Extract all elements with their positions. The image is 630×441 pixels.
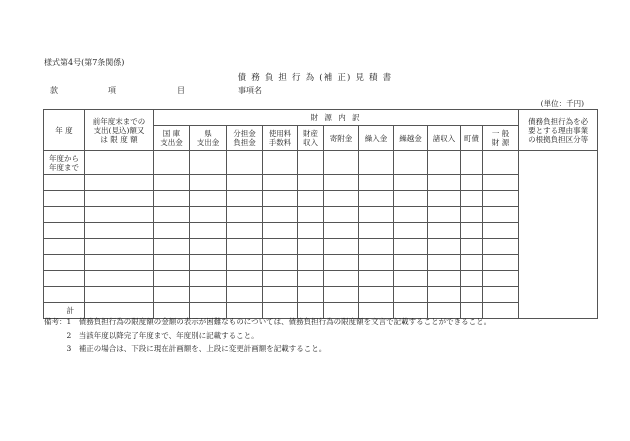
zaigen-col-buntankin: 分担金 負担金 [227, 126, 263, 151]
unit-label: (単位：千円) [540, 99, 584, 108]
limit-line-1: 前年度末までの [92, 116, 146, 126]
table-cell[interactable] [428, 151, 461, 175]
col-year-header: 年 度 [44, 110, 85, 151]
note-2: 2 当該年度以降完了年度まで、年度別に記載すること。 [44, 331, 259, 340]
table-cell[interactable] [190, 151, 227, 175]
zaigen-col-zaisan: 財産 収入 [298, 126, 324, 151]
zaigen-col-kifukin: 寄附金 [324, 126, 359, 151]
table-row [44, 255, 598, 271]
reason-line-3: の根拠負担区分等 [528, 134, 589, 144]
first-row-line-2: 年度まで [49, 162, 79, 172]
table-row [44, 207, 598, 223]
kan-label: 款 [50, 86, 58, 95]
note-3: 3 補正の場合は、下段に現在計画額を、上段に変更計画額を記載すること。 [44, 344, 327, 353]
estimate-table [43, 109, 598, 319]
zaigen-col-ken: 県 支出金 [190, 126, 227, 151]
table-row [44, 223, 598, 239]
zaigen-col-kokko: 国 庫 支出金 [154, 126, 190, 151]
col-limit-header [85, 110, 154, 151]
table-row [44, 287, 598, 303]
zaigen-col-kurireikin: 繰入金 [359, 126, 394, 151]
col-reason-header [519, 110, 598, 151]
table-cell[interactable] [263, 151, 298, 175]
table-row [44, 239, 598, 255]
total-label: 計 [44, 303, 85, 319]
table-cell[interactable] [324, 151, 359, 175]
table-cell[interactable] [359, 151, 394, 175]
table-cell[interactable] [461, 151, 483, 175]
zaigen-col-shoshuunyuu: 諸収入 [428, 126, 461, 151]
zaigen-col-ippan: 一 般 財 源 [483, 126, 519, 151]
reason-line-1: 債務負担行為を必 [528, 116, 589, 126]
zaigen-col-chousai: 町債 [461, 126, 483, 151]
form-number: 様式第4号(第7条関係) [44, 58, 125, 67]
first-year-range-cell [44, 151, 85, 175]
first-row-line-1: 年度から [49, 153, 79, 163]
zaigen-header: 財 源 内 訳 [154, 110, 519, 126]
limit-line-2: 支出(見込)額又 [93, 125, 145, 135]
table-row [44, 191, 598, 207]
zaigen-col-kurikoshikin: 繰越金 [394, 126, 428, 151]
table-row [44, 175, 598, 191]
table-cell[interactable] [483, 151, 519, 175]
limit-line-3: は 限 度 額 [100, 134, 138, 144]
kou-label: 項 [108, 86, 116, 95]
note-1: 備考：1 債務負担行為の限度額の金額の表示が困難なものについては、債務負担行為の限度額を文言で記載することができること。 [44, 317, 492, 326]
moku-label: 目 [177, 86, 185, 95]
table-row [44, 271, 598, 287]
jikoumei-label: 事項名 [238, 86, 262, 95]
table-cell[interactable] [154, 151, 190, 175]
document-title: 債 務 負 担 行 為 (補 正) 見 積 書 [237, 73, 393, 83]
table-cell[interactable] [85, 151, 154, 175]
reason-cell[interactable] [519, 151, 598, 319]
table-cell[interactable] [227, 151, 263, 175]
table-cell[interactable] [298, 151, 324, 175]
table-cell[interactable] [394, 151, 428, 175]
zaigen-col-shiyouryou: 使用料 手数料 [263, 126, 298, 151]
reason-line-2: 要とする理由事業 [528, 125, 589, 135]
